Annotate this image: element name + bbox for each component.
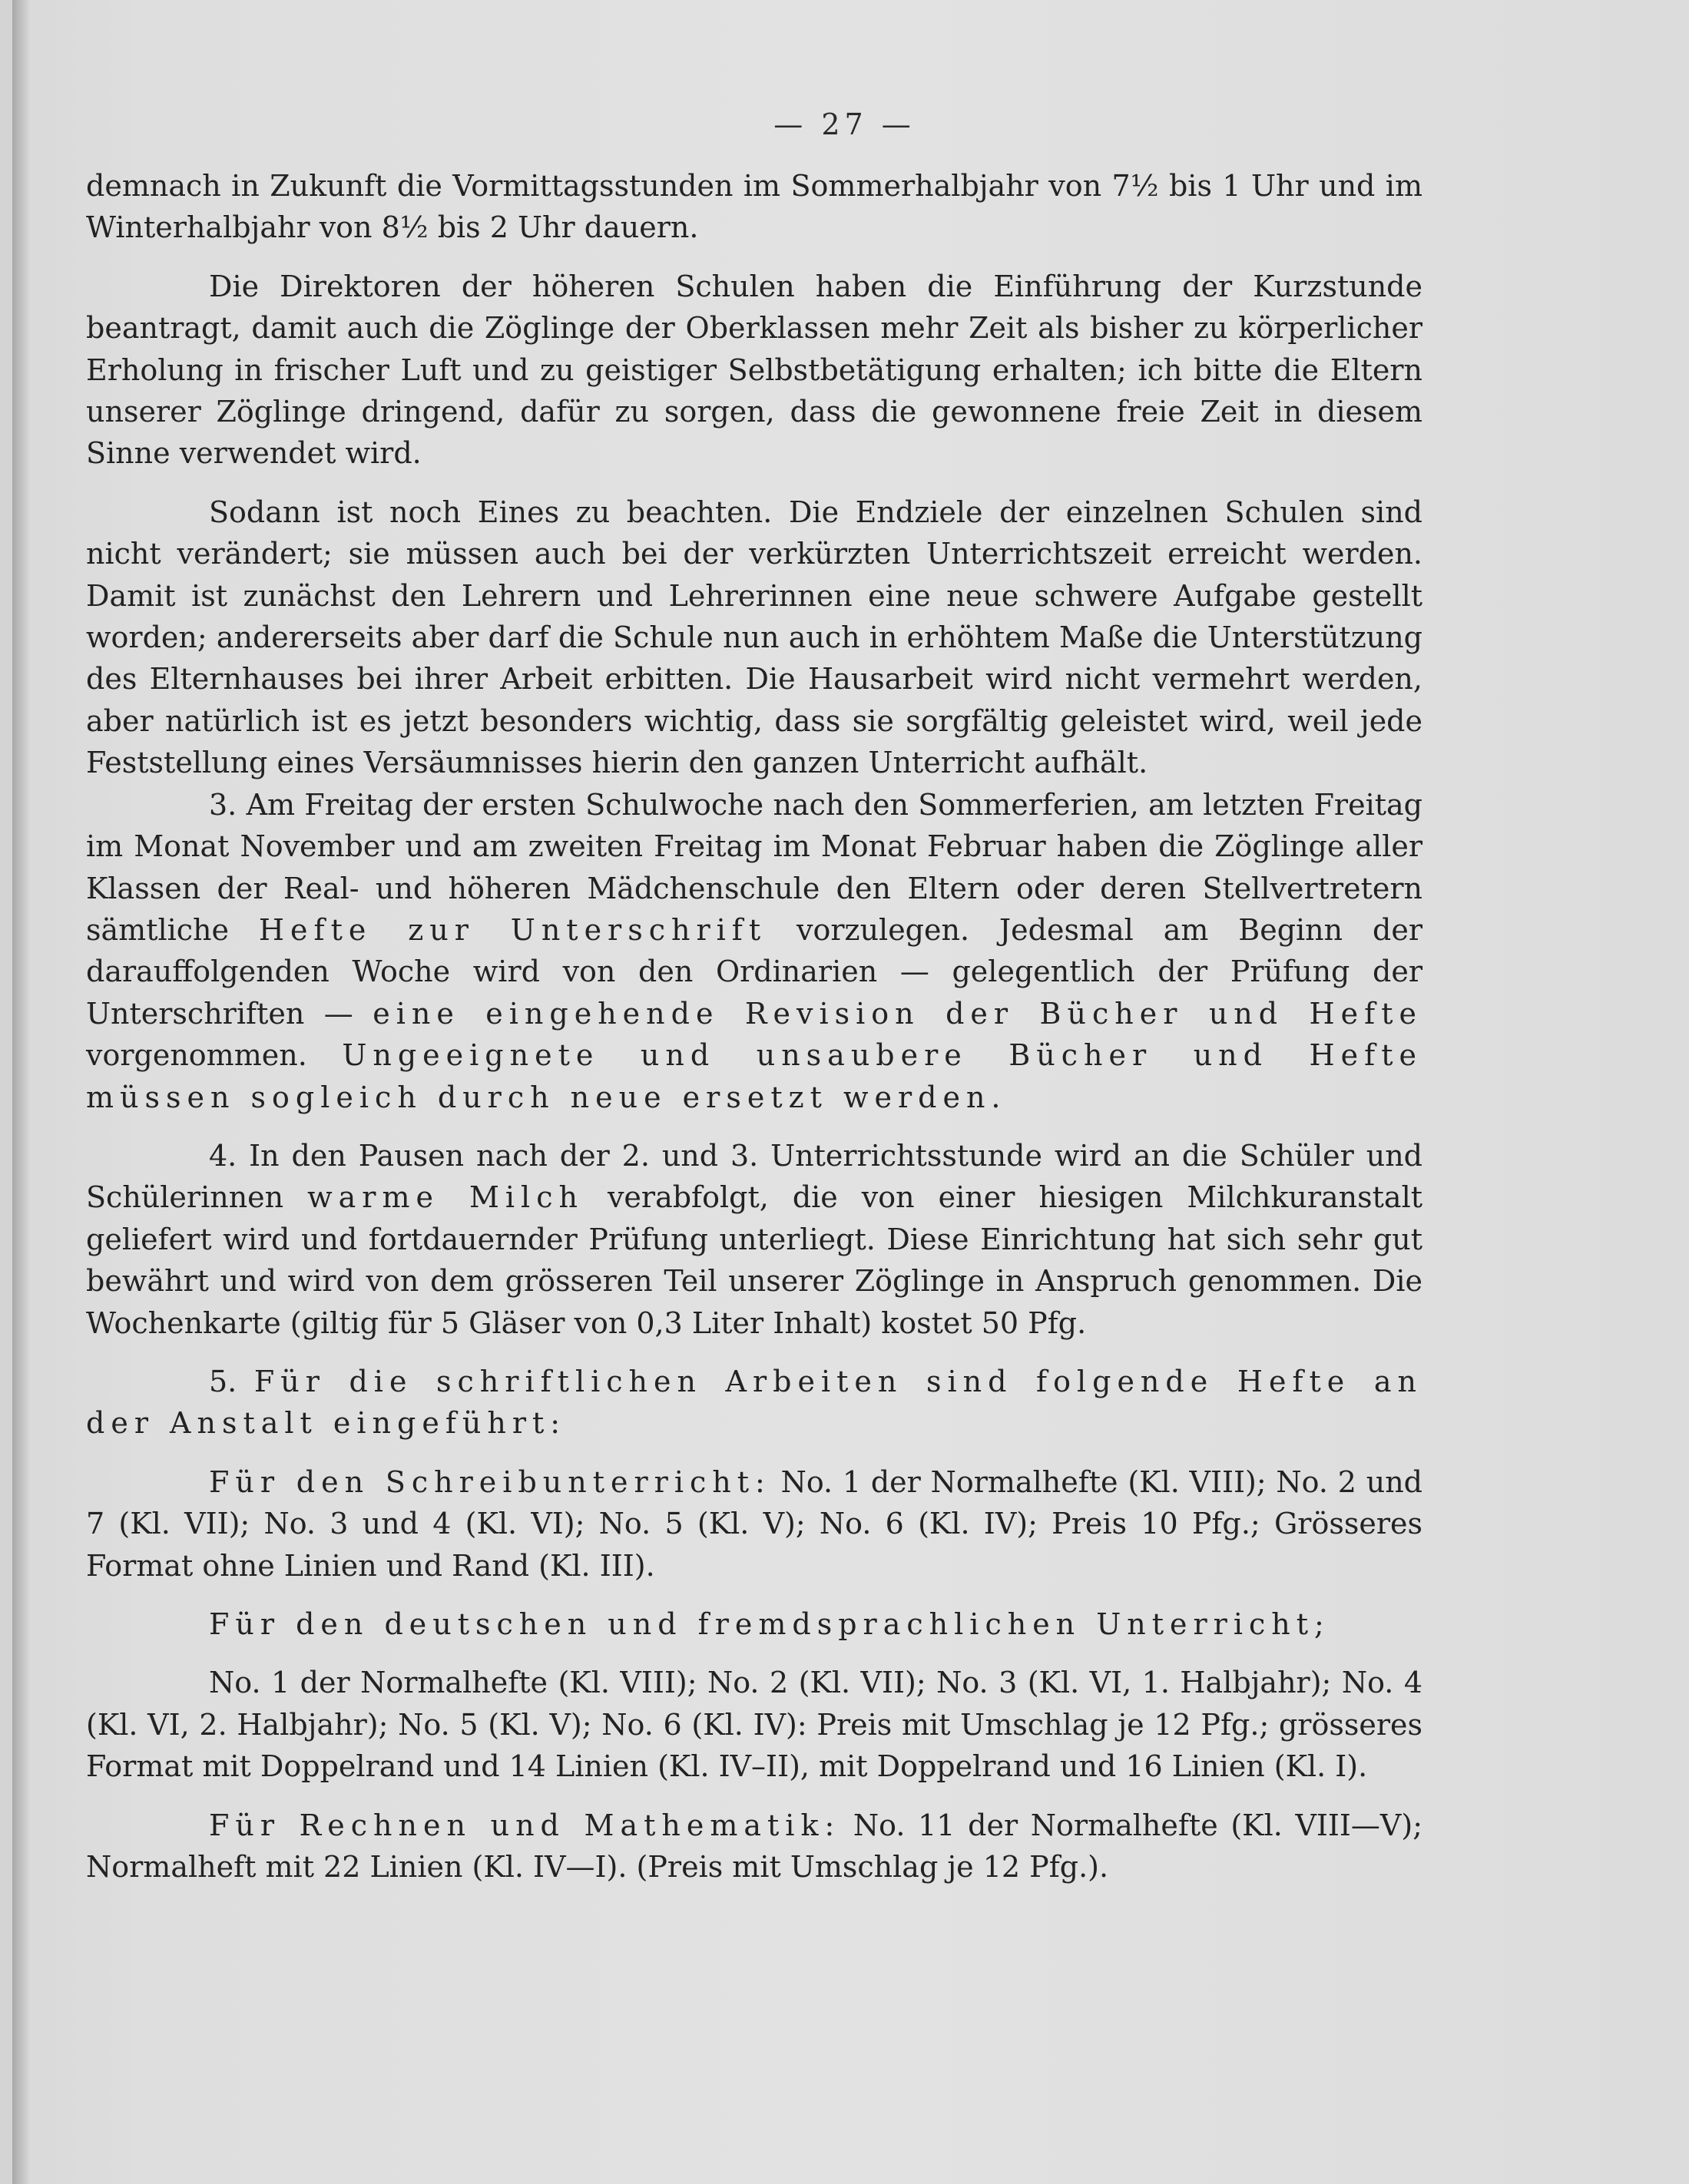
rechnen-text: No. 11 der Normalhefte (Kl. VIII—V); Normalheft mit 22 Linien (Kl. IV—I). (Preis mit Umschlag je 12 Pfg.). (86, 1808, 1422, 1885)
paragraph-continuation: demnach in Zukunft die Vormittagsstunden im Sommerhalbjahr von 7½ bis 1 Uhr und im Winterhalbjahr von 8½ bis 2 Uhr dauern. (86, 169, 1422, 245)
item-3-spaced-c: Ungeeignete und unsaubere Bücher und Hefte müssen sogleich durch neue ersetzt werden. (86, 1038, 1422, 1114)
item-4-spaced: warme Milch (307, 1180, 584, 1215)
paragraph-endziele: Sodann ist noch Eines zu beachten. Die Endziele der einzelnen Schulen sind nicht verändert; sie müssen auch bei der verkürzten Unterrichtszeit erreicht werden. Damit ist zunächst den Lehrern und Lehrerinnen eine neue schwere Aufgabe gestellt worden; andererseits aber darf die Schule nun auch in erhöhtem Maße die Unterstützung des Elternhauses bei ihrer Arbeit erbitten. Die Hausarbeit wird nicht vermehrt werden, aber natürlich ist es jetzt besonders wichtig, dass sie sorgfältig geleistet wird, weil jede Feststellung eines Versäumnisses hierin den ganzen Unterricht aufhält. (86, 495, 1422, 780)
schreibunterricht-heading: Für den Schreibunterricht: (209, 1464, 771, 1499)
paragraph-kurzstunde: Die Direktoren der höheren Schulen haben die Einführung der Kurzstunde beantragt, damit auch die Zöglinge der Oberklassen mehr Zeit als bisher zu körperlicher Erholung in frischer Luft und zu geistiger Selbstbetätigung erhalten; ich bitte die Eltern unserer Zöglinge dringend, dafür zu sorgen, dass die gewonnene freie Zeit in diesem Sinne verwendet wird. (86, 269, 1422, 471)
rechnen-heading: Für Rechnen und Mathematik: (209, 1808, 841, 1842)
paragraph-deutsch-heading: Für den deutschen und fremdsprachlichen Unterricht; (209, 1607, 1330, 1641)
item-3-spaced-b: eine eingehende Revision der Bücher und Hefte (373, 996, 1422, 1031)
paragraph-item-5 (86, 1361, 1422, 1444)
paragraph-item-3 (86, 784, 1422, 1118)
item-4-text-a: 4. In den Pausen nach der 2. und 3. Unterrichtsstunde wird an die Schüler und Schülerinnen (86, 1138, 1422, 1215)
paragraph-deutsch-text: No. 1 der Normalhefte (Kl. VIII); No. 2 (Kl. VII); No. 3 (Kl. VI, 1. Halbjahr); No. 4 (Kl. VI, 2. Halbjahr); No. 5 (Kl. V); No. 6 (Kl. IV): Preis mit Umschlag je 12 Pfg.; grösseres Format mit Doppelrand und 14 Linien (Kl. IV–II), mit Doppelrand und 16 Linien (Kl. I). (86, 1666, 1422, 1784)
body-text (86, 165, 1422, 1888)
item-3-text-c: vorgenommen. (86, 1038, 343, 1073)
paragraph-rechnen (86, 1805, 1422, 1888)
binding-shadow (12, 0, 29, 2184)
item-3-text-b: vorzulegen. Jedesmal am Beginn der darauffolgenden Woche wird von den Ordinarien — gelegentlich der Prüfung der Unterschriften — (86, 912, 1422, 1031)
item-4-text-b: verabfolgt, die von einer hiesigen Milchkuranstalt geliefert wird und fortdauernder Prüfung unterliegt. Diese Einrichtung hat sich sehr gut bewährt und wird von dem grösseren Teil unserer Zöglinge in Anspruch genommen. Die Wochenkarte (giltig für 5 Gläser von 0,3 Liter Inhalt) kostet 50 Pfg. (86, 1180, 1423, 1340)
paragraph-schreibunterricht (86, 1461, 1422, 1587)
schreibunterricht-text: No. 1 der Normalhefte (Kl. VIII); No. 2 und 7 (Kl. VII); No. 3 und 4 (Kl. VI); No. 5 (Kl. V); No. 6 (Kl. IV); Preis 10 Pfg.; Grösseres Format ohne Linien und Rand (Kl. III). (86, 1464, 1422, 1583)
page-number: — 27 — (773, 108, 916, 141)
item-3-spaced-a: Hefte zur Unterschrift (258, 912, 767, 947)
item-5-spaced: Für die schriftlichen Arbeiten sind folgende Hefte an der Anstalt eingeführt: (86, 1364, 1422, 1441)
paragraph-item-4 (86, 1135, 1422, 1344)
item-3-text-a: 3. Am Freitag der ersten Schulwoche nach den Sommerferien, am letzten Freitag im Monat November und am zweiten Freitag im Monat Februar haben die Zöglinge aller Klassen der Real- und höheren Mädchenschule den Eltern oder deren Stellvertretern sämtliche (86, 787, 1422, 947)
item-5-number: 5. (209, 1364, 254, 1398)
